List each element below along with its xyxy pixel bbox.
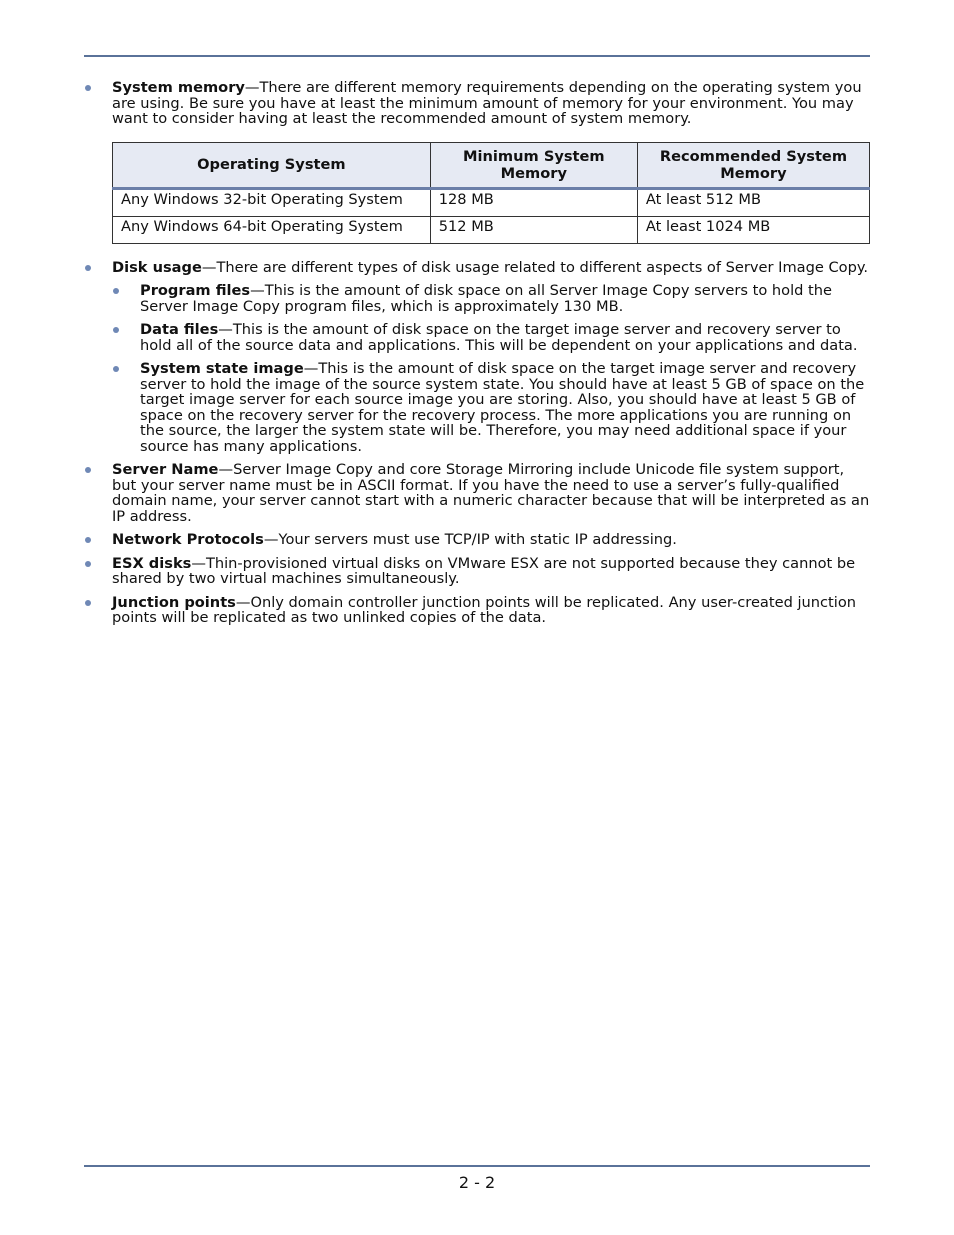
bullet-icon [85, 85, 91, 91]
bullet-server-name [84, 462, 870, 524]
header-rule [84, 55, 870, 57]
bullet-term: Server Name [112, 461, 219, 478]
table-header-cell: Minimum System Memory [430, 142, 637, 188]
table-header-row [113, 142, 870, 188]
table-cell: At least 512 MB [637, 188, 869, 216]
bullet-icon [85, 265, 91, 271]
bullet-text: —This is the amount of disk space on the target image server and recovery server to hold the image of the source system state. You should have at least 5 GB of space on the target image server for each source image you are storing. Also, you should have at least 5 GB of space on the recovery server for the recovery process. The more applications you are running on the source, the larger the system state will be. Therefore, you may need additional space if your source has many applications. [140, 360, 865, 455]
bullet-text: —Your servers must use TCP/IP with static IP addressing. [263, 531, 677, 548]
table-cell: At least 1024 MB [637, 216, 869, 243]
disk-usage-sublist [112, 283, 870, 454]
bullet-junction-points [84, 595, 870, 626]
table-cell: Any Windows 64-bit Operating System [113, 216, 431, 243]
sub-bullet-program-files [112, 283, 870, 314]
bullet-term: Network Protocols [112, 531, 264, 548]
bullet-term: System state image [140, 360, 304, 377]
bullet-esx-disks [84, 556, 870, 587]
table-cell: 128 MB [430, 188, 637, 216]
memory-requirements-table [112, 142, 870, 244]
bullet-network-protocols [84, 532, 870, 548]
bullet-icon [113, 288, 119, 294]
table-row [113, 188, 870, 216]
sub-bullet-data-files [112, 322, 870, 353]
page-content [84, 80, 870, 634]
page-number: 2 - 2 [458, 1173, 496, 1192]
bullet-text: —Only domain controller junction points will be replicated. Any user-created junction points will be replicated as two unlinked copies of the data. [112, 593, 857, 626]
bullet-text: —There are different types of disk usage related to different aspects of Server Image Copy. [201, 258, 869, 276]
table-cell: 512 MB [430, 216, 637, 243]
bullet-text: —There are different memory requirements depending on the operating system you are using. Be sure you have at least the minimum amount of memory for your environment. You may want to consider having at least the recommended amount of system memory. [112, 79, 862, 127]
bullet-system-memory [84, 80, 870, 244]
bullet-term: Junction points [112, 593, 236, 611]
bullet-text: —Server Image Copy and core Storage Mirroring include Unicode file system support, but your server name must be in ASCII format. If you have the need to use a server’s fully-qualified domain name, your server cannot start with a numeric character because that will be interpreted as an IP address. [112, 461, 870, 525]
bullet-icon [85, 537, 91, 543]
footer-rule [84, 1165, 870, 1167]
bullet-text: —This is the amount of disk space on all Server Image Copy servers to hold the Server Image Copy program files, which is approximately 130 MB. [140, 282, 832, 315]
bullet-text: —Thin-provisioned virtual disks on VMware ESX are not supported because they cannot be shared by two virtual machines simultaneously. [112, 554, 856, 587]
bullet-term: Disk usage [112, 258, 202, 276]
table-header-cell: Operating System [113, 142, 431, 188]
table-header-cell: Recommended System Memory [637, 142, 869, 188]
bullet-icon [85, 467, 91, 473]
sub-bullet-system-state-image [112, 361, 870, 454]
bullet-text: —This is the amount of disk space on the target image server and recovery server to hold all of the source data and applications. This will be dependent on your applications and data. [140, 321, 858, 354]
bullet-icon [85, 600, 91, 606]
bullet-term: ESX disks [112, 554, 192, 572]
bullet-term: Data files [140, 321, 219, 338]
bullet-term: System memory [112, 79, 245, 96]
bullet-term: Program files [140, 282, 251, 299]
bullet-icon [85, 561, 91, 567]
bullet-icon [113, 327, 119, 333]
bullet-disk-usage [84, 260, 870, 455]
bullet-icon [113, 366, 119, 372]
table-row [113, 216, 870, 243]
table-cell: Any Windows 32-bit Operating System [113, 188, 431, 216]
